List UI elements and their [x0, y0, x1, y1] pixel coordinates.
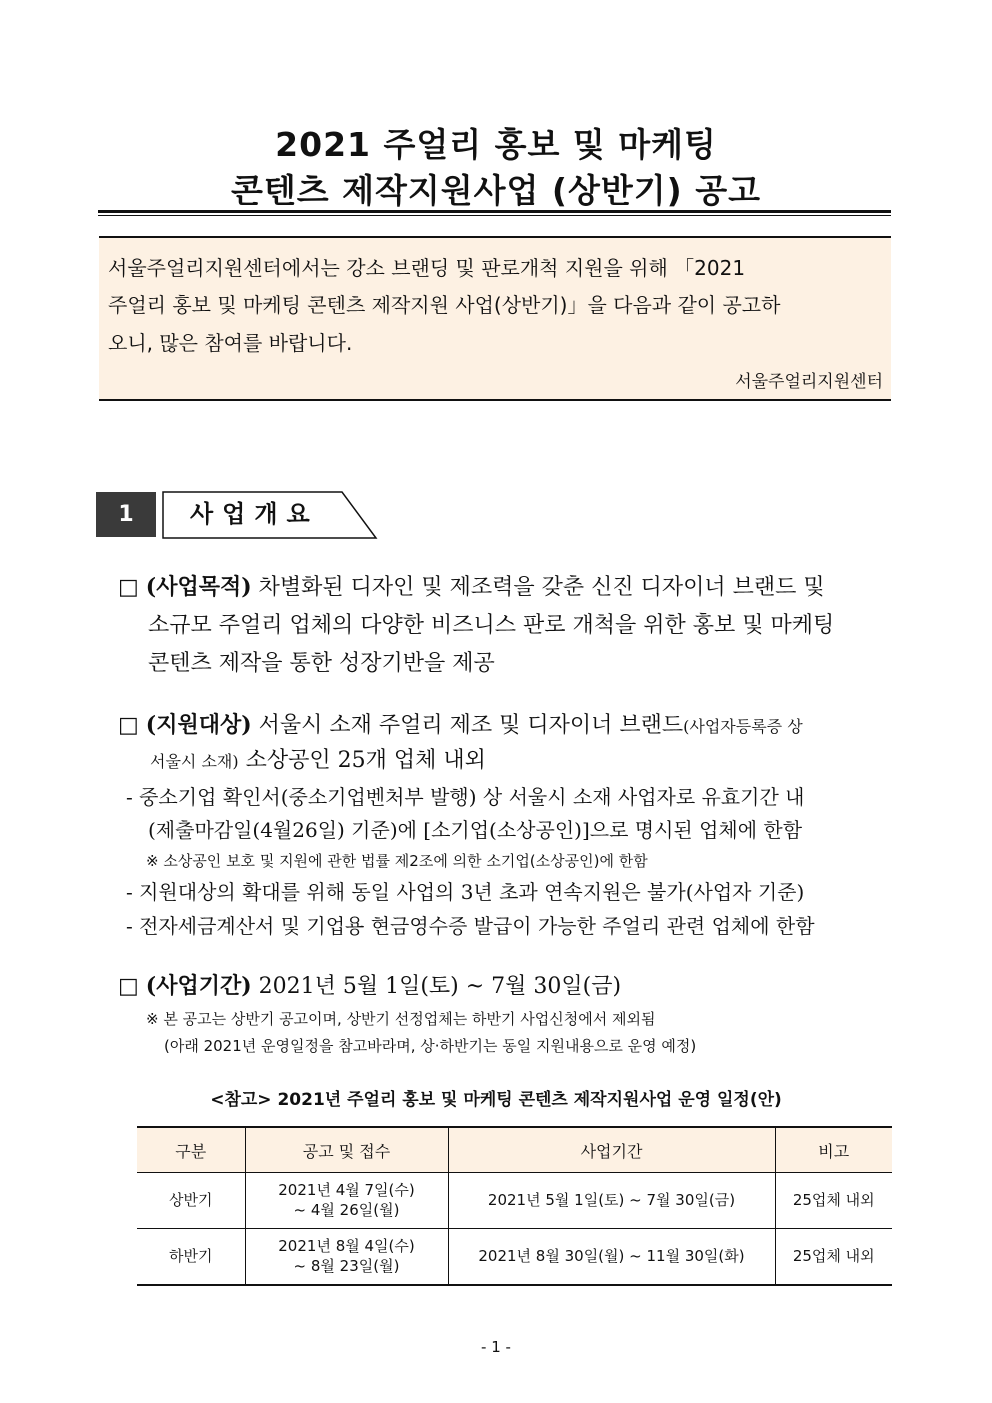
page-number: - 1 -	[481, 1338, 511, 1356]
checkbox-icon: □	[118, 974, 139, 999]
target-line-1	[118, 714, 803, 737]
target-text-2: 소상공인 25개 업체 내외	[238, 748, 486, 773]
cell-announce	[245, 1173, 448, 1229]
table-row	[137, 1173, 892, 1229]
title-rule-thin	[98, 215, 891, 216]
announce-end: ~ 8월 23일(월)	[293, 1256, 400, 1275]
intro-line-2: 주얼리 홍보 및 마케팅 콘텐츠 제작지원 사업(상반기)」을 다음과 같이 공고하	[108, 293, 781, 317]
cell-half: 상반기	[137, 1173, 245, 1229]
table-row	[137, 1229, 892, 1286]
target-note: ※ 소상공인 보호 및 지원에 관한 법률 제2조에 의한 소기업(소상공인)에 한함	[146, 852, 648, 870]
checkbox-icon: □	[118, 575, 139, 600]
target-small-1: (사업자등록증 상	[683, 717, 803, 736]
intro-line-1: 서울주얼리지원센터에서는 강소 브랜딩 및 판로개척 지원을 위해 「2021	[108, 256, 746, 280]
target-dash-1-line-2: (제출마감일(4월26일) 기준)에 [소기업(소상공인)]으로 명시된 업체에 한함	[148, 818, 803, 842]
title-rule-thick	[98, 210, 891, 213]
purpose-line-3: 콘텐츠 제작을 통한 성장기반을 제공	[148, 651, 495, 676]
target-label: (지원대상)	[145, 712, 252, 738]
target-dash-2: - 지원대상의 확대를 위해 동일 사업의 3년 초과 연속지원은 불가(사업자 기준)	[126, 880, 805, 904]
target-text-1: 서울시 소재 주얼리 제조 및 디자이너 브랜드	[251, 713, 684, 738]
period-text: 2021년 5월 1일(토) ~ 7월 30일(금)	[251, 974, 622, 999]
target-dash-3: - 전자세금계산서 및 기업용 현금영수증 발급이 가능한 주얼리 관련 업체에 한함	[126, 914, 815, 938]
cell-period: 2021년 8월 30일(월) ~ 11월 30일(화)	[448, 1229, 775, 1286]
section-number: 1	[96, 492, 156, 537]
intro-line-3: 오니, 많은 참여를 바랍니다.	[108, 331, 353, 355]
cell-period: 2021년 5월 1일(토) ~ 7월 30일(금)	[448, 1173, 775, 1229]
announce-start: 2021년 8월 4일(수)	[278, 1237, 415, 1255]
target-line-2	[150, 750, 486, 772]
intro-signature: 서울주얼리지원센터	[735, 372, 883, 392]
title-line-2: 콘텐츠 제작지원사업 (상반기) 공고	[231, 171, 761, 210]
header-note: 비고	[775, 1127, 892, 1173]
cell-note: 25업체 내외	[775, 1229, 892, 1286]
period-note-1: ※ 본 공고는 상반기 공고이며, 상반기 선정업체는 하반기 사업신청에서 제외됨	[146, 1010, 656, 1028]
cell-half: 하반기	[137, 1229, 245, 1286]
announce-end: ~ 4월 26일(월)	[293, 1200, 400, 1219]
target-small-2: 서울시 소재)	[150, 752, 239, 771]
purpose-label: (사업목적)	[145, 574, 252, 600]
purpose-line-1	[118, 576, 825, 599]
checkbox-icon: □	[118, 713, 139, 738]
title-line-1: 2021 주얼리 홍보 및 마케팅	[275, 125, 717, 164]
section-heading: 사업개요	[190, 500, 319, 528]
schedule-title: <참고> 2021년 주얼리 홍보 및 마케팅 콘텐츠 제작지원사업 운영 일정(안)	[210, 1090, 782, 1110]
purpose-text-1: 차별화된 디자인 및 제조력을 갖춘 신진 디자이너 브랜드 및	[251, 575, 825, 600]
cell-announce	[245, 1229, 448, 1286]
purpose-line-2: 소규모 주얼리 업체의 다양한 비즈니스 판로 개척을 위한 홍보 및 마케팅	[148, 613, 835, 638]
header-half: 구분	[137, 1127, 245, 1173]
target-dash-1-line-1: - 중소기업 확인서(중소기업벤처부 발행) 상 서울시 소재 사업자로 유효기간 내	[126, 785, 805, 809]
period-label: (사업기간)	[145, 973, 252, 999]
header-announce: 공고 및 접수	[245, 1127, 448, 1173]
intro-box	[99, 236, 891, 401]
period-note-2: (아래 2021년 운영일정을 참고바라며, 상·하반기는 동일 지원내용으로 운영 예정)	[164, 1037, 697, 1055]
cell-note: 25업체 내외	[775, 1173, 892, 1229]
period-line	[118, 975, 621, 998]
schedule-table	[137, 1126, 892, 1286]
table-header-row	[137, 1127, 892, 1173]
announce-start: 2021년 4월 7일(수)	[278, 1181, 415, 1199]
header-period: 사업기간	[448, 1127, 775, 1173]
